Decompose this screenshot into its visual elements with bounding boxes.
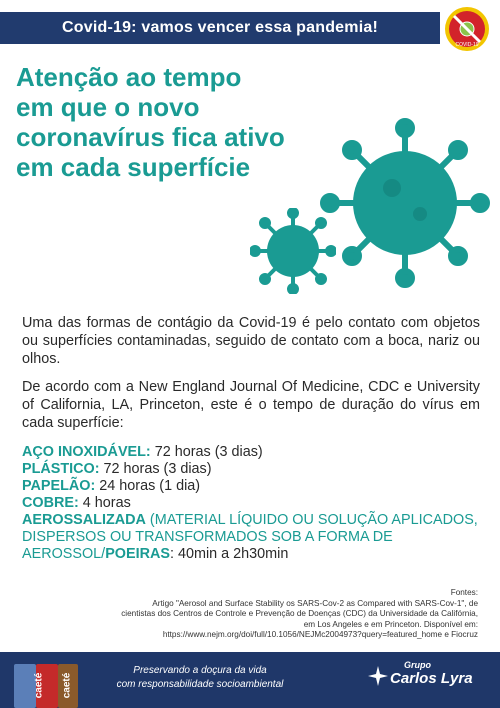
surface-label: COBRE:	[22, 495, 79, 511]
product-label: caeté	[61, 672, 73, 699]
intro-paragraph: Uma das formas de contágio da Covid-19 é pelo contato com objetos ou superfícies contaminadas, seguido de contato com a boca, nariz ou olhos.	[22, 315, 480, 367]
slogan-line: Preservando a doçura da vida	[133, 665, 267, 676]
surface-value: 24 horas (1 dia)	[95, 478, 201, 494]
brand-name: Carlos Lyra	[390, 670, 473, 687]
sources-line: Fontes:	[450, 588, 478, 597]
source-intro-paragraph: De acordo com a New England Journal Of Medicine, CDC e University of California, LA, Princeton, este é o tempo de duração do vírus em cada superfície:	[22, 379, 480, 431]
aerosol-dust-label: POEIRAS	[105, 546, 170, 562]
headline-line: em cada superfície	[16, 152, 251, 182]
header-title: Covid-19: vamos vencer essa pandemia!	[62, 19, 378, 36]
surface-label: PLÁSTICO:	[22, 461, 100, 477]
aerosol-value: : 40min a 2h30min	[169, 546, 289, 562]
small-virus-icon	[250, 208, 336, 294]
surface-row-cardboard	[22, 478, 480, 495]
headline-line: Atenção ao tempo	[16, 62, 242, 92]
brand-small: Grupo	[404, 660, 431, 670]
headline-line: coronavírus fica ativo	[16, 122, 285, 152]
large-virus-icon	[320, 118, 490, 288]
surface-row-plastic	[22, 461, 480, 478]
sources-link[interactable]: https://www.nejm.org/doi/full/10.1056/NEJMc2004973?query=featured_home e Fiocruz	[162, 630, 478, 639]
sources-line: em Los Angeles e em Princeton. Disponível em:	[303, 619, 478, 629]
slogan-line: com responsabilidade socioambiental	[116, 679, 284, 690]
carlos-lyra-logo-icon	[366, 664, 390, 688]
surface-row-aerosol	[22, 512, 480, 563]
surface-label: AÇO INOXIDÁVEL:	[22, 444, 151, 460]
product-label: caeté	[33, 672, 45, 699]
stop-covid-badge-icon	[444, 6, 490, 52]
surface-row-steel	[22, 444, 480, 461]
badge-text: COVID-19	[455, 42, 479, 48]
brand-logo	[390, 660, 473, 687]
surface-row-copper	[22, 495, 480, 512]
surface-value: 4 horas	[78, 495, 131, 511]
aerosol-label: AEROSSALIZADA	[22, 512, 146, 528]
surface-durations	[22, 444, 480, 563]
headline	[16, 62, 336, 182]
aerosol-description: (MATERIAL LÍQUIDO OU SOLUÇÃO APLICADOS, DISPERSOS OU TRANSFORMADOS SOB A FORMA DE AEROSSOL/	[22, 512, 478, 562]
surface-value: 72 horas (3 dias)	[150, 444, 263, 460]
surface-label: PAPELÃO:	[22, 478, 96, 494]
sources-line: Artigo "Aerosol and Surface Stability os SARS-Cov-2 as Compared with SARS-Cov-1", de	[152, 598, 478, 608]
footer-slogan	[100, 664, 300, 692]
surface-value: 72 horas (3 dias)	[99, 461, 212, 477]
headline-line: em que o novo	[16, 92, 200, 122]
sources-block	[38, 588, 478, 641]
sources-line: cientistas dos Centros de Controle e Prevenção de Doenças (CDC) da Universidade da Califórnia,	[121, 609, 478, 618]
